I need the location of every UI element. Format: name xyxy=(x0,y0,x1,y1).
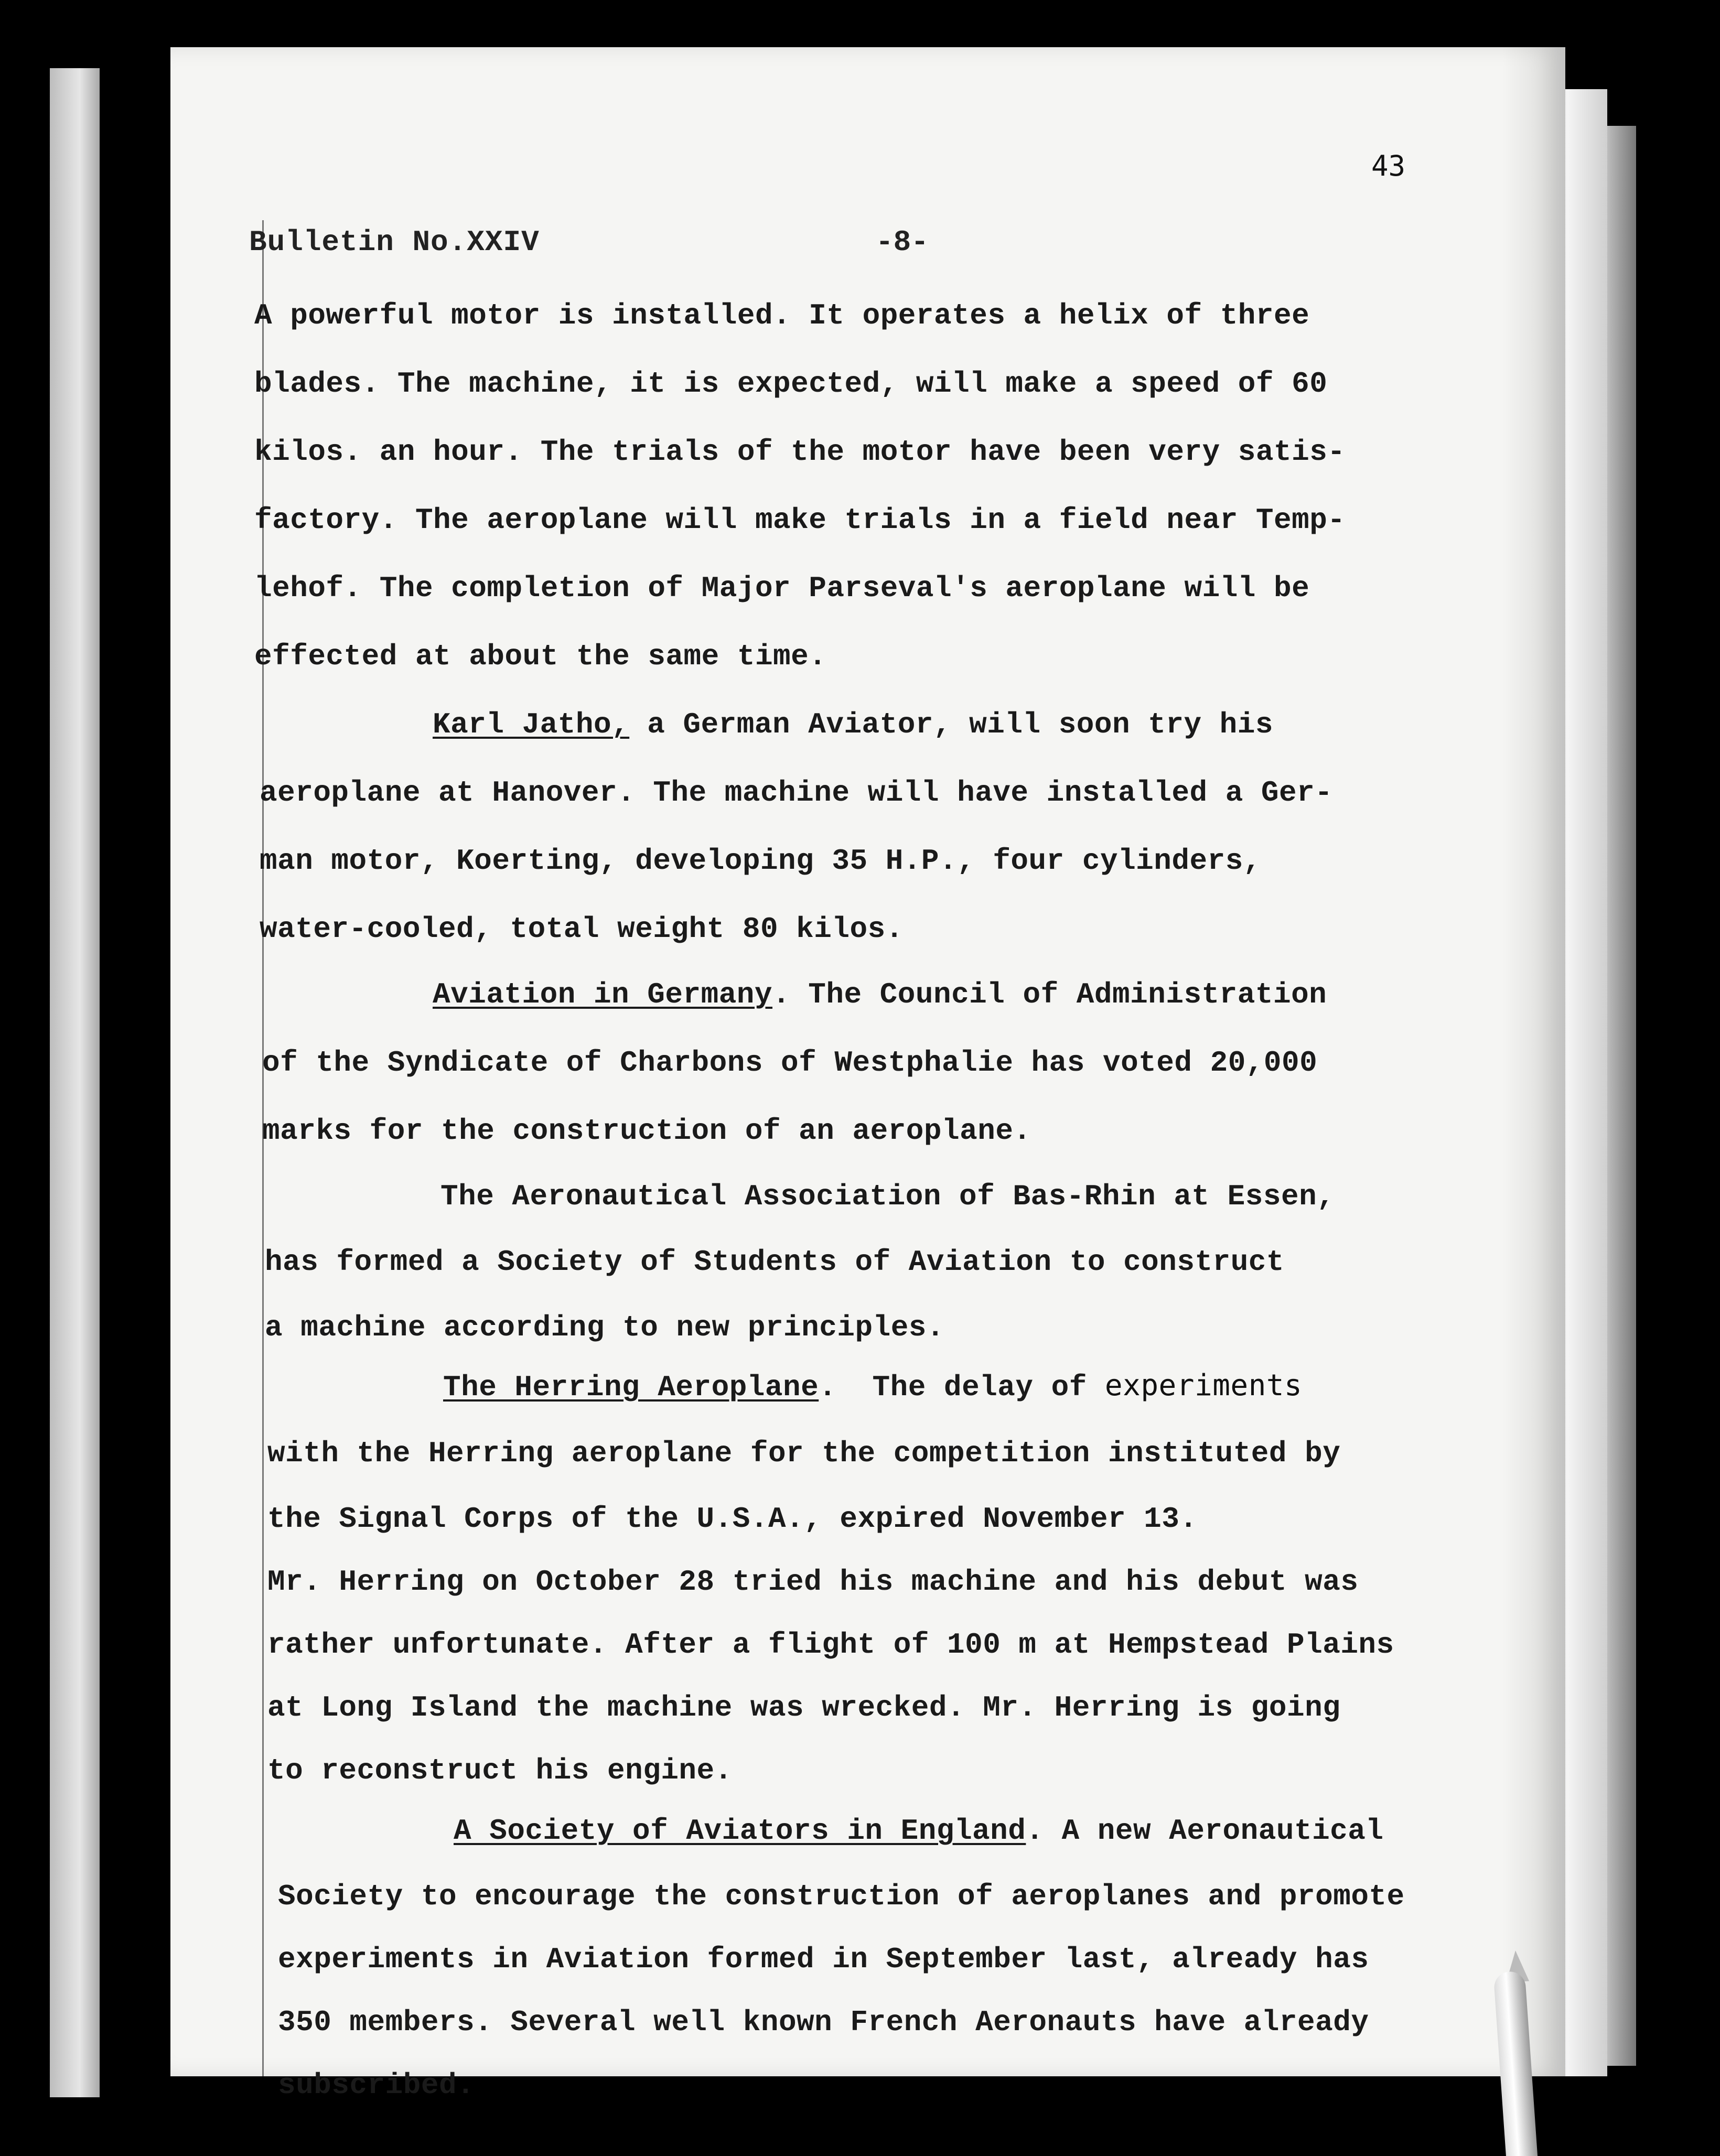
text-line: subscribed. xyxy=(278,2068,475,2102)
left-page-edge xyxy=(50,68,100,2097)
text-run: a German Aviator, will soon try his xyxy=(629,708,1273,741)
text-run: . The delay of xyxy=(819,1371,1105,1404)
paragraph-heading-line xyxy=(433,978,1327,1011)
paragraph-heading-line xyxy=(443,1368,1302,1404)
text-line: rather unfortunate. After a flight of 100 m at Hempstead Plains xyxy=(267,1628,1394,1662)
text-line: at Long Island the machine was wrecked. Mr. Herring is going xyxy=(267,1691,1341,1724)
bulletin-header: Bulletin No.XXIV xyxy=(249,225,540,259)
text-line: has formed a Society of Students of Aviation to construct xyxy=(265,1245,1285,1279)
margin-rule xyxy=(262,220,264,2076)
text-run: . The Council of Administration xyxy=(772,978,1327,1011)
text-line: kilos. an hour. The trials of the motor have been very satis- xyxy=(254,435,1346,469)
text-line: 350 members. Several well known French Aeronauts have already xyxy=(278,2006,1369,2039)
text-line: the Signal Corps of the U.S.A., expired November 13. xyxy=(267,1502,1198,1536)
typed-insertion: experiments xyxy=(1104,1368,1303,1403)
heading-society-of-aviators: A Society of Aviators in England xyxy=(454,1814,1026,1848)
paragraph-heading-line xyxy=(433,708,1273,741)
text-line: of the Syndicate of Charbons of Westphalie has voted 20,000 xyxy=(262,1046,1318,1080)
text-line: experiments in Aviation formed in September last, already has xyxy=(278,1943,1369,1976)
document-page xyxy=(170,47,1565,2102)
paragraph-heading-line xyxy=(454,1814,1383,1848)
page-number: 43 xyxy=(1371,149,1406,182)
text-line: to reconstruct his engine. xyxy=(267,1754,733,1787)
text-line: lehof. The completion of Major Parseval's aeroplane will be xyxy=(254,572,1310,605)
heading-aviation-in-germany: Aviation in Germany xyxy=(433,978,773,1011)
text-line: A powerful motor is installed. It operates a helix of three xyxy=(254,299,1310,332)
text-line: aeroplane at Hanover. The machine will have installed a Ger- xyxy=(260,776,1333,810)
text-line: effected at about the same time. xyxy=(254,640,827,673)
heading-karl-jatho: Karl Jatho, xyxy=(433,708,630,741)
text-line: Society to encourage the construction of aeroplanes and promote xyxy=(278,1880,1405,1913)
text-line: The Aeronautical Association of Bas-Rhin at Essen, xyxy=(440,1180,1335,1213)
text-line: with the Herring aeroplane for the competition instituted by xyxy=(267,1437,1341,1470)
text-line: a machine according to new principles. xyxy=(265,1311,945,1344)
text-line: blades. The machine, it is expected, will make a speed of 60 xyxy=(254,367,1328,401)
text-line: water-cooled, total weight 80 kilos. xyxy=(260,912,904,946)
heading-herring-aeroplane: The Herring Aeroplane xyxy=(443,1371,819,1404)
page-edge-shade xyxy=(1502,47,1565,2076)
text-line: factory. The aeroplane will make trials in a field near Temp- xyxy=(254,503,1346,537)
text-run: . A new Aeronautical xyxy=(1026,1814,1384,1848)
text-line: man motor, Koerting, developing 35 H.P., four cylinders, xyxy=(260,844,1261,878)
bulletin-page-marker: -8- xyxy=(876,225,929,259)
text-line: Mr. Herring on October 28 tried his machine and his debut was xyxy=(267,1565,1359,1599)
text-line: marks for the construction of an aeroplane. xyxy=(262,1114,1031,1148)
